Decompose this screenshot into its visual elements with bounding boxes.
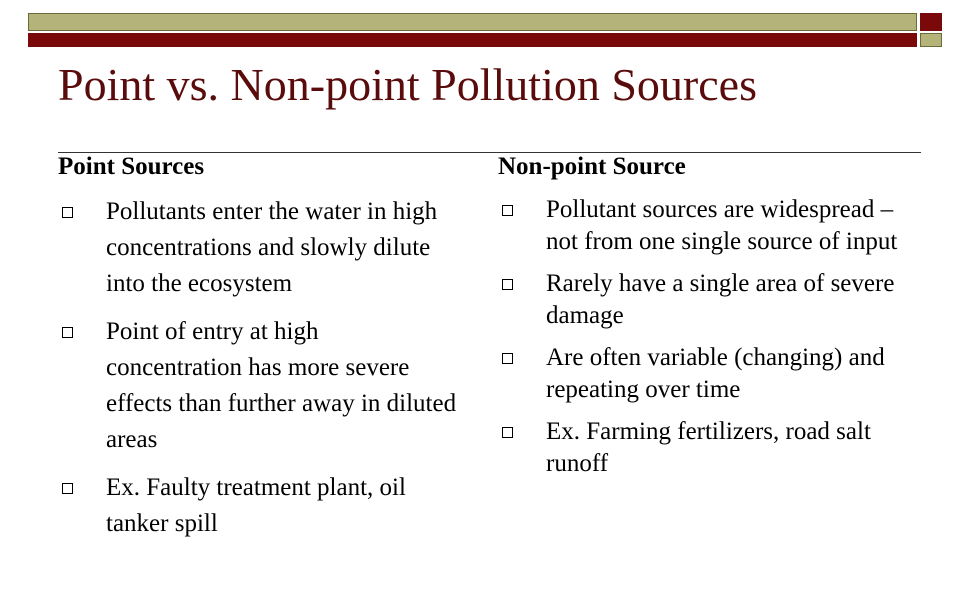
point-sources-heading: Point Sources	[58, 153, 205, 180]
top-olive-bar	[28, 13, 917, 31]
non-point-source-list	[498, 194, 918, 480]
hollow-square-icon	[502, 427, 513, 438]
bullet-text: Pollutant sources are widespread – not from one single source of input	[546, 196, 898, 255]
non-point-source-heading: Non-point Source	[498, 153, 686, 180]
corner-maroon-block	[920, 13, 942, 31]
list-item	[498, 194, 918, 258]
bullet-text: Rarely have a single area of severe damage	[546, 270, 895, 329]
point-sources-list	[58, 194, 458, 542]
hollow-square-icon	[62, 327, 73, 338]
hollow-square-icon	[62, 483, 73, 494]
bullet-text: Pollutants enter the water in high concentrations and slowly dilute into the ecosystem	[106, 198, 438, 297]
hollow-square-icon	[502, 353, 513, 364]
hollow-square-icon	[62, 207, 73, 218]
bullet-text: Ex. Faulty treatment plant, oil tanker spill	[106, 474, 406, 537]
point-sources-column	[58, 150, 458, 554]
slide-title: Point vs. Non-point Pollution Sources	[58, 59, 757, 110]
bullet-text: Are often variable (changing) and repeating over time	[546, 344, 885, 403]
list-item	[498, 342, 918, 406]
hollow-square-icon	[502, 205, 513, 216]
non-point-source-column	[498, 150, 918, 490]
list-item	[498, 416, 918, 480]
corner-olive-block	[920, 33, 942, 47]
bullet-text: Ex. Farming fertilizers, road salt runoff	[546, 418, 871, 477]
list-item	[58, 194, 458, 302]
list-item	[58, 314, 458, 458]
hollow-square-icon	[502, 279, 513, 290]
bullet-text: Point of entry at high concentration has more severe effects than further away in diluted areas	[106, 318, 457, 453]
list-item	[498, 268, 918, 332]
top-maroon-bar	[28, 33, 917, 47]
list-item	[58, 470, 458, 542]
